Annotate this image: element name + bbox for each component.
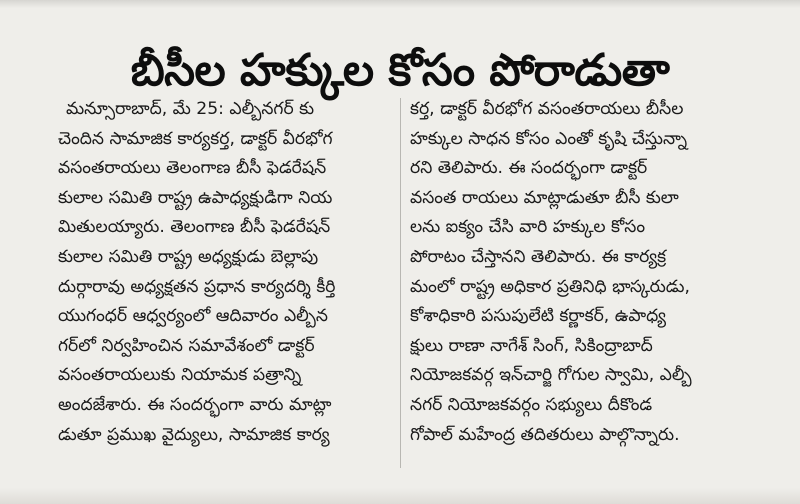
text-line: కులాల సమితి రాష్ట్ర అధ్యక్షుడు బెల్లాపు	[58, 246, 319, 267]
headline: బీసీల హక్కుల కోసం పోరాడుతా	[130, 45, 670, 97]
text-line: కోశాధికారి పసుపులేటి కర్ణాకర్, ఉపాధ్య	[410, 306, 667, 327]
column-divider	[400, 98, 401, 468]
text-line: పోరాటం చేస్తానని తెలిపారు. ఈ కార్యక్ర	[410, 246, 667, 267]
text-line: మన్సూరాబాద్, మే 25: ఎల్బీనగర్ కు	[66, 99, 315, 119]
text-line: లను ఐక్యం చేసి వారి హక్కుల కోసం	[410, 217, 646, 238]
text-line: మంలో రాష్ట్ర అధికార ప్రతినిధి భాస్కరుడు,	[410, 276, 690, 297]
text-line: వసంతరాయలుకు నియామక పత్రాన్ని	[58, 365, 302, 386]
article-column-right	[410, 95, 760, 450]
article-column-left	[58, 95, 394, 450]
text-line: దుర్గారావు అధ్యక్షతన ప్రధాన కార్యదర్శి కీర్తి	[58, 276, 336, 297]
text-line: హక్కుల సాధన కోసం ఎంతో కృషి చేస్తున్నా	[410, 128, 688, 149]
text-line: అందజేశారు. ఈ సందర్భంగా వారు మాట్లా	[58, 394, 332, 415]
bottom-edge	[0, 488, 800, 504]
text-line: వసంతరాయలు తెలంగాణ బీసీ ఫెడరేషన్	[58, 158, 327, 179]
text-line: కర్త, డాక్టర్ వీరభోగ వసంతరాయలు బీసీల	[410, 99, 684, 119]
text-line: వసంత రాయలు మాట్లాడుతూ బీసీ కులా	[410, 187, 679, 208]
text-line: క్షులు రాణా నాగేశ్ సింగ్, సికింద్రాబాద్	[410, 335, 653, 356]
text-line: యుగంధర్ ఆధ్వర్యంలో ఆదివారం ఎల్బీన	[58, 306, 328, 327]
top-edge	[0, 0, 800, 8]
text-line: నగర్ నియోజకవర్గం సభ్యులు దీకొండ	[410, 394, 653, 415]
text-line: కులాల సమితి రాష్ట్ర ఉపాధ్యక్షుడిగా నియ	[58, 187, 333, 208]
text-line: నియోజకవర్గ ఇన్‌చార్జి గోగుల స్వామి, ఎల్బీ	[410, 365, 692, 386]
text-line: గర్‌లో నిర్వహించిన సమావేశంలో డాక్టర్	[58, 335, 315, 356]
text-line: రని తెలిపారు. ఈ సందర్భంగా డాక్టర్	[410, 158, 648, 179]
text-line: మితులయ్యారు. తెలంగాణ బీసీ ఫెడరేషన్	[58, 217, 331, 238]
text-line: డుతూ ప్రముఖ వైద్యులు, సామాజిక కార్య	[58, 424, 330, 445]
text-line: గోపాల్ మహేంద్ర తదితరులు పాల్గొన్నారు.	[410, 424, 680, 445]
text-line: చెందిన సామాజిక కార్యకర్త, డాక్టర్ వీరభోగ	[58, 128, 333, 149]
